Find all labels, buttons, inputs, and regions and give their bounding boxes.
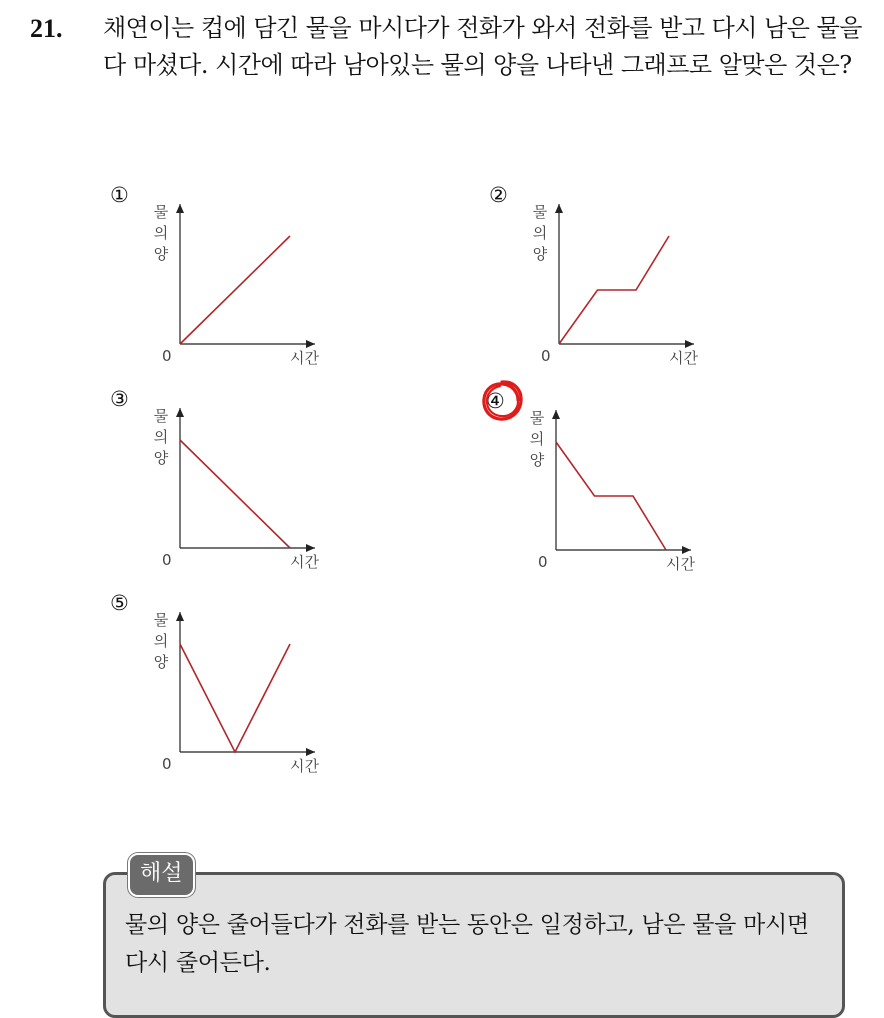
y-axis-label-char: 의 — [532, 224, 548, 242]
y-axis-label-char: 의 — [153, 224, 169, 242]
option-2-graph[interactable] — [489, 182, 729, 382]
water-amount-line — [559, 236, 669, 344]
origin-label: 0 — [162, 755, 172, 773]
x-axis-label: 시간 — [290, 349, 319, 367]
y-axis-label-char: 물 — [529, 409, 545, 427]
y-axis-label-char: 의 — [529, 430, 545, 448]
explanation-label: 해설 — [128, 853, 195, 897]
question-number: 21. — [30, 14, 63, 43]
water-amount-line — [180, 440, 290, 548]
water-amount-line — [556, 442, 666, 550]
origin-label: 0 — [538, 553, 548, 571]
y-axis-label-char: 의 — [153, 632, 169, 650]
origin-label: 0 — [162, 347, 172, 365]
y-axis-arrow — [176, 612, 184, 621]
graph-canvas — [110, 590, 350, 790]
y-axis-arrow — [176, 204, 184, 213]
y-axis-label-char: 양 — [153, 449, 169, 467]
x-axis-arrow — [306, 544, 315, 552]
graph-canvas — [110, 182, 350, 382]
x-axis-arrow — [685, 340, 694, 348]
x-axis-label: 시간 — [669, 349, 698, 367]
y-axis-label-char: 의 — [153, 428, 169, 446]
graph-canvas — [110, 386, 350, 586]
option-number: ② — [489, 183, 508, 207]
x-axis-label: 시간 — [290, 553, 319, 571]
question-text: 채연이는 컵에 담긴 물을 마시다가 전화가 와서 전화를 받고 다시 남은 물을 다 마셨다. 시간에 따라 남아있는 물의 양을 나타낸 그래프로 알맞은 것은? — [103, 14, 862, 79]
x-axis-arrow — [682, 546, 691, 554]
y-axis-label-char: 양 — [153, 653, 169, 671]
y-axis-arrow — [555, 204, 563, 213]
option-number: ⑤ — [110, 591, 129, 615]
option-3-graph[interactable] — [110, 386, 350, 586]
y-axis-label-char: 양 — [532, 245, 548, 263]
origin-label: 0 — [541, 347, 551, 365]
y-axis-arrow — [176, 408, 184, 417]
y-axis-arrow — [552, 410, 560, 419]
option-number: ① — [110, 183, 129, 207]
water-amount-line — [180, 644, 290, 752]
explanation-text: 물의 양은 줄어들다가 전화를 받는 동안은 일정하고, 남은 물을 마시면 다시 줄어든다. — [125, 912, 809, 976]
x-axis-label: 시간 — [666, 555, 695, 573]
graph-canvas — [489, 182, 729, 382]
option-5-graph[interactable] — [110, 590, 350, 790]
x-axis-arrow — [306, 748, 315, 756]
y-axis-label-char: 물 — [153, 407, 169, 425]
water-amount-line — [180, 236, 290, 344]
y-axis-label-char: 물 — [153, 203, 169, 221]
y-axis-label-char: 양 — [153, 245, 169, 263]
x-axis-arrow — [306, 340, 315, 348]
option-number: ③ — [110, 387, 129, 411]
y-axis-label-char: 물 — [532, 203, 548, 221]
x-axis-label: 시간 — [290, 757, 319, 775]
option-number: ④ — [486, 389, 505, 413]
option-1-graph[interactable] — [110, 182, 350, 382]
y-axis-label-char: 물 — [153, 611, 169, 629]
origin-label: 0 — [162, 551, 172, 569]
y-axis-label-char: 양 — [529, 451, 545, 469]
answer-circle-mark — [478, 376, 526, 424]
